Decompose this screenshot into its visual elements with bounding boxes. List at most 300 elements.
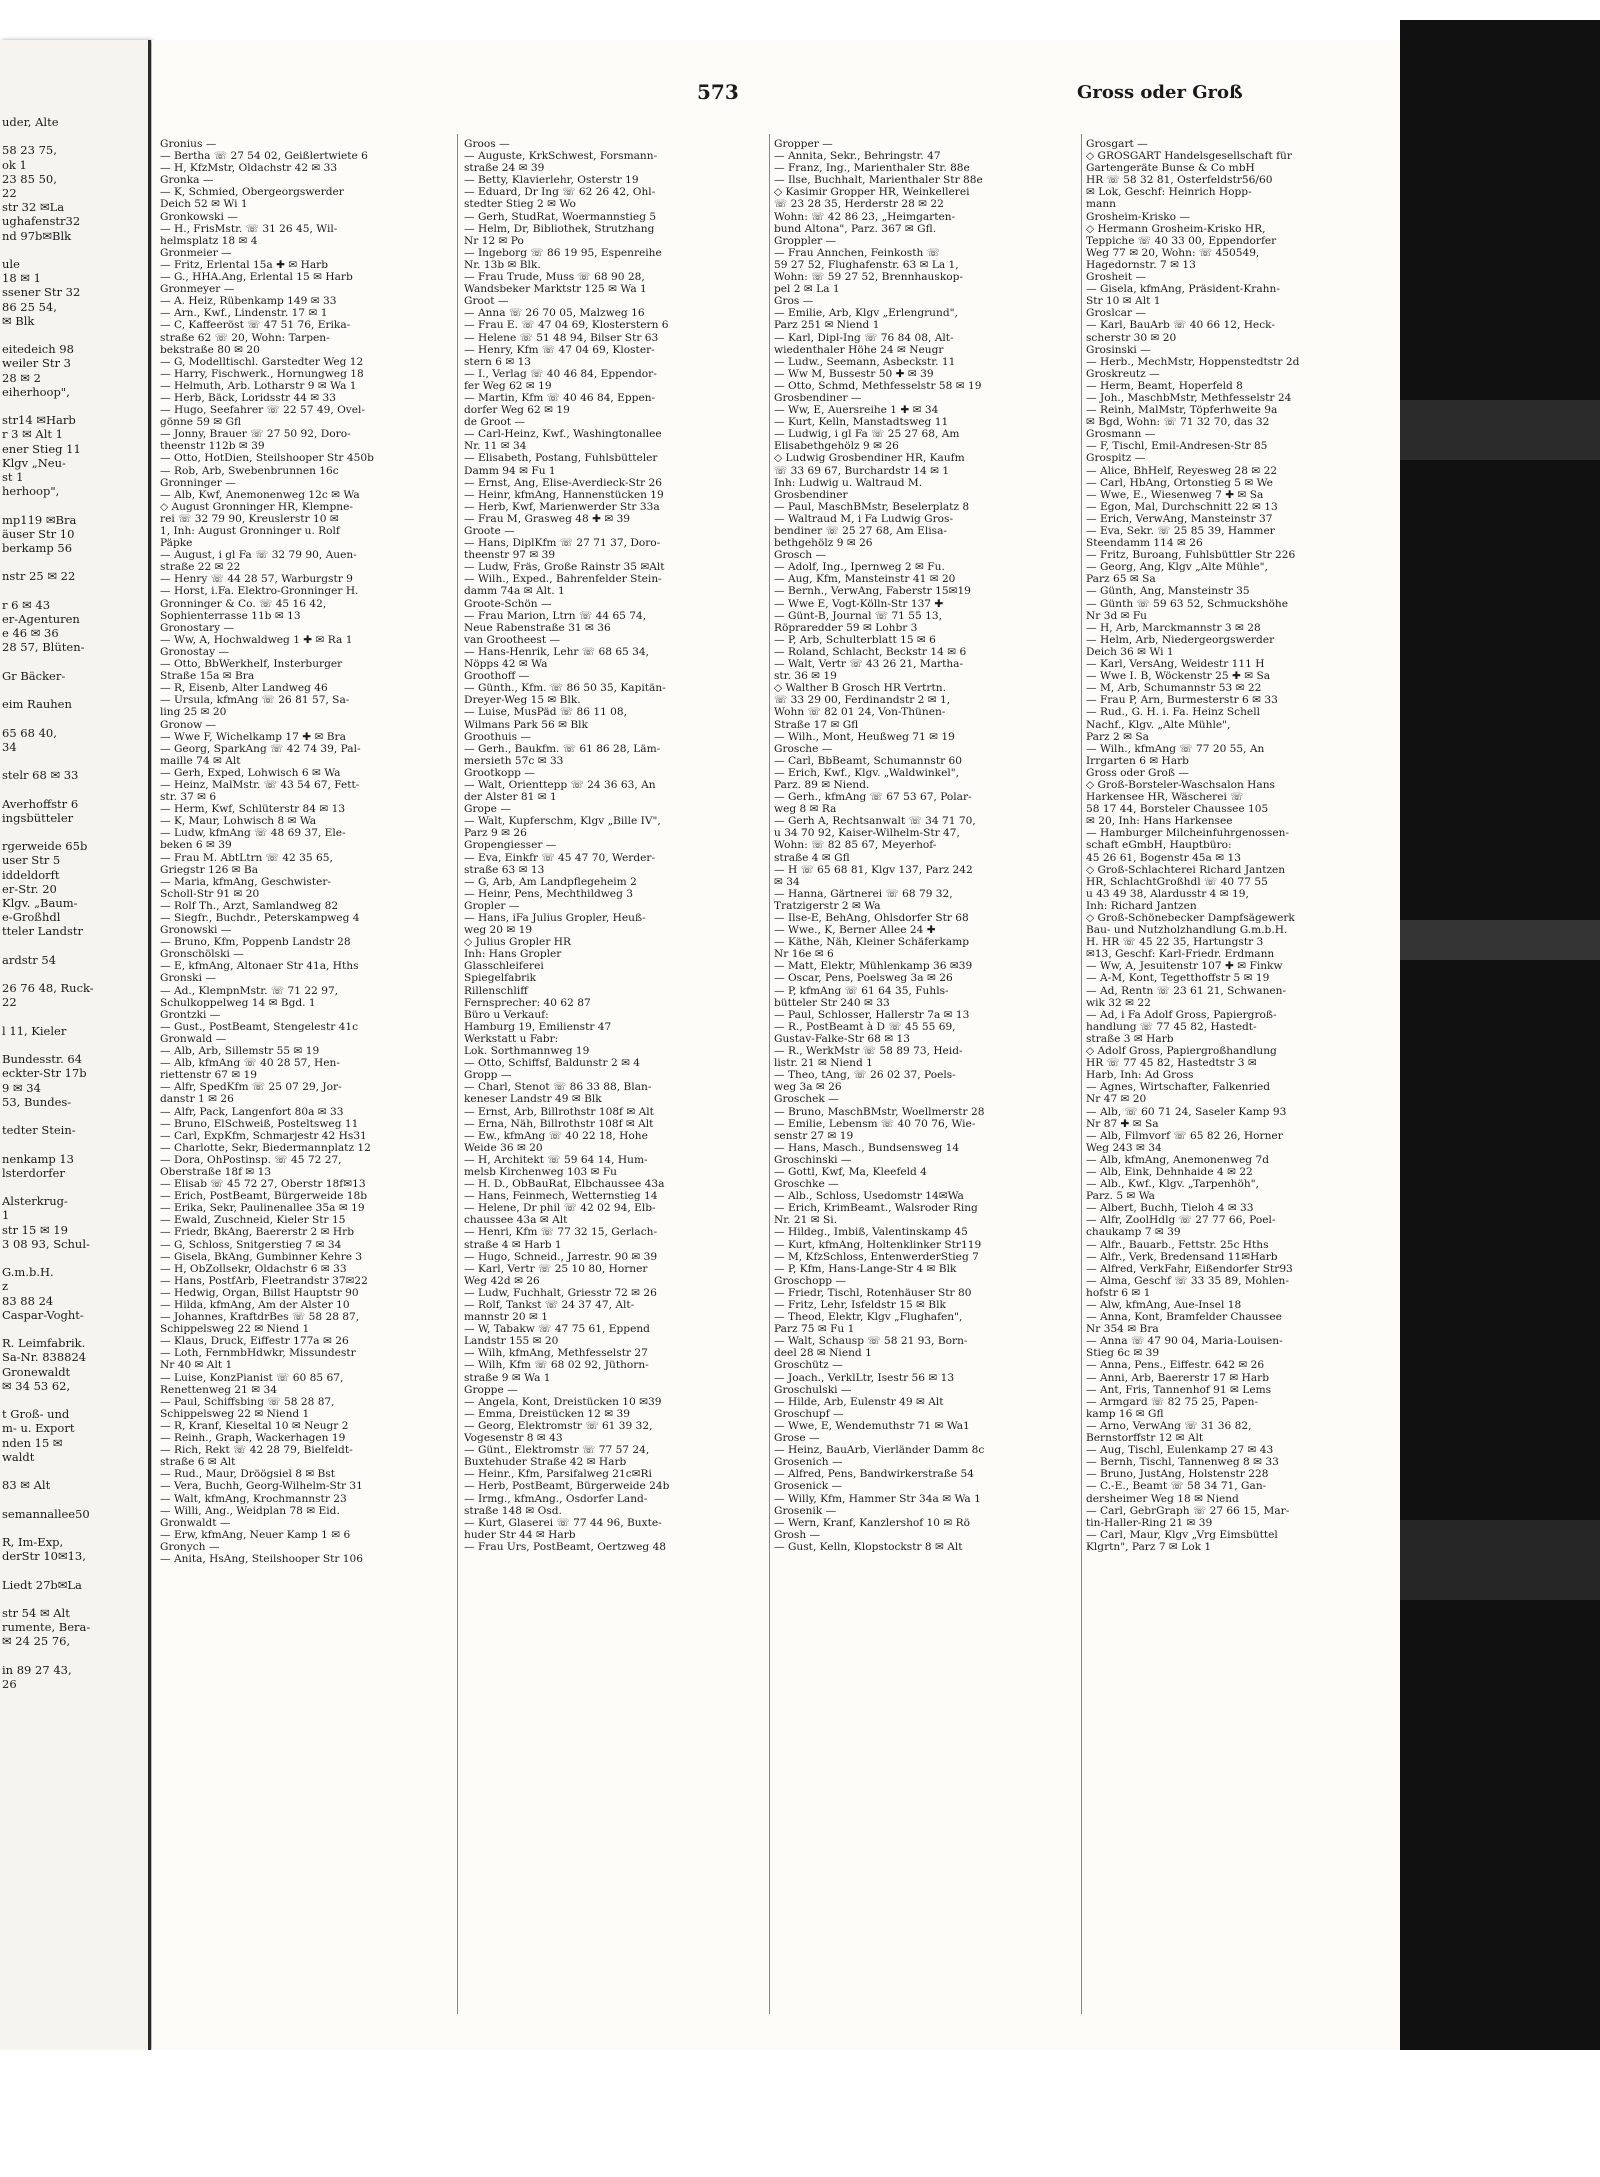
left-page-fragment-line: rgerweide 65b bbox=[2, 839, 88, 854]
directory-line: Fernsprecher: 40 62 87 bbox=[464, 996, 591, 1009]
directory-line: Teppiche ☏ 40 33 00, Eppendorfer bbox=[1086, 234, 1277, 247]
left-page-fragment-line: stelr 68 ✉ 33 bbox=[2, 768, 79, 783]
directory-line: Steendamm 114 ✉ 26 bbox=[1086, 537, 1203, 550]
directory-line: — Ad, Rentn ☏ 23 61 21, Schwanen- bbox=[1086, 984, 1287, 997]
left-page-fragment-line: 65 68 40, bbox=[2, 725, 57, 740]
directory-line: — Horst, i.Fa. Elektro-Gronninger H. bbox=[160, 585, 359, 598]
directory-line: Renettenweg 21 ✉ 34 bbox=[160, 1383, 278, 1396]
directory-line: Gropper — bbox=[774, 138, 833, 150]
directory-line: Wilmans Park 56 ✉ Blk bbox=[464, 718, 588, 731]
directory-line: Groschke — bbox=[774, 1178, 839, 1191]
directory-line: Groot — bbox=[464, 295, 509, 308]
directory-line: — Alb, ☏ 60 71 24, Saseler Kamp 93 bbox=[1086, 1105, 1287, 1118]
directory-line: riettenstr 67 ✉ 19 bbox=[160, 1069, 258, 1082]
directory-line: — Aug, Kfm, Mansteinstr 41 ✉ 20 bbox=[774, 573, 956, 586]
directory-line: chaukamp 7 ✉ 39 bbox=[1086, 1226, 1181, 1239]
directory-line: huder Str 44 ✉ Harb bbox=[464, 1528, 576, 1541]
directory-line: — Aug, Tischl, Eulenkamp 27 ✉ 43 bbox=[1086, 1444, 1274, 1457]
directory-line: — Karl, VersAng, Weidestr 111 H bbox=[1086, 658, 1265, 671]
directory-line: — Hedwig, Organ, Billst Hauptstr 90 bbox=[160, 1286, 359, 1299]
directory-line: Klgrtn", Parz 7 ✉ Lok 1 bbox=[1086, 1540, 1212, 1553]
directory-line: Nr 3d ✉ Fu bbox=[1086, 609, 1148, 622]
directory-line: — Alb., Schloss, Usedomstr 14✉Wa bbox=[774, 1190, 964, 1203]
left-page-fragment-line: waldt bbox=[2, 1449, 35, 1464]
directory-line: — Auguste, KrkSchwest, Forsmann- bbox=[464, 150, 658, 163]
directory-line: straße 63 ✉ 13 bbox=[464, 863, 545, 876]
directory-line: — Alb., Kwf., Klgv. „Tarpenhöh", bbox=[1086, 1178, 1259, 1191]
directory-line: — Hamburger Milcheinfuhrgenossen- bbox=[1086, 827, 1289, 840]
directory-line: — Hugo, Schneid., Jarrestr. 90 ✉ 39 bbox=[464, 1250, 658, 1263]
directory-line: — Paul, MaschBMstr, Beselerplatz 8 bbox=[774, 500, 970, 513]
directory-line: — Joh., MaschbMstr, Methfesselstr 24 bbox=[1086, 391, 1292, 404]
directory-line: beken 6 ✉ 39 bbox=[160, 839, 232, 852]
directory-line: Nr 12 ✉ Po bbox=[464, 234, 524, 247]
directory-line: — A-M, Kont, Tegetthoffstr 5 ✉ 19 bbox=[1086, 972, 1270, 985]
directory-line: Grontzki — bbox=[160, 1008, 221, 1021]
directory-line: Grosenik — bbox=[774, 1504, 837, 1517]
directory-line: — Rolf Th., Arzt, Samlandweg 82 bbox=[160, 899, 339, 912]
directory-line: Groschupf — bbox=[774, 1407, 844, 1420]
directory-line: — Günth, Ang, Mansteinstr 35 bbox=[1086, 585, 1250, 598]
directory-line: Groschek — bbox=[774, 1093, 839, 1106]
directory-line: HR, SchlachtGroßhdl ☏ 40 77 55 bbox=[1086, 875, 1268, 888]
directory-line: Parz 2 ✉ Sa bbox=[1086, 730, 1149, 743]
directory-line: Hamburg 19, Emilienstr 47 bbox=[464, 1020, 612, 1033]
directory-line: ◇ Adolf Gross, Papiergroßhandlung bbox=[1086, 1045, 1277, 1058]
left-page-fragment-line: ✉ 24 25 76, bbox=[2, 1634, 71, 1649]
directory-line: bendiner ☏ 25 27 68, Am Elisa- bbox=[774, 525, 947, 537]
directory-line: Spiegelfabrik bbox=[464, 972, 537, 985]
directory-line: straße 4 ✉ Gfl bbox=[774, 851, 850, 864]
directory-line: — Anna ☏ 26 70 05, Malzweg 16 bbox=[464, 307, 645, 320]
left-page-fragment-line: 86 25 54, bbox=[2, 299, 57, 314]
directory-line: — Bernh, Tischl, Tannenweg 8 ✉ 33 bbox=[1086, 1456, 1279, 1469]
directory-line: Wohn: ☏ 42 86 23, „Heimgarten- bbox=[774, 210, 956, 223]
directory-line: — Ludw, Fuchhalt, Griesstr 72 ✉ 26 bbox=[464, 1286, 657, 1299]
directory-line: — Hans, PostfArb, Fleetrandstr 37✉22 bbox=[160, 1274, 368, 1287]
directory-line: mann bbox=[1086, 198, 1117, 211]
directory-line: u 34 70 92, Kaiser-Wilhelm-Str 47, bbox=[774, 827, 960, 840]
directory-line: — R., WerkMstr ☏ 58 89 73, Heid- bbox=[774, 1045, 963, 1058]
directory-line: — Georg, Ang, Klgv „Alte Mühle", bbox=[1086, 561, 1268, 574]
directory-line: Sophienterrasse 11b ✉ 13 bbox=[160, 609, 301, 622]
directory-line: — Rolf, Tankst ☏ 24 37 47, Alt- bbox=[464, 1299, 635, 1311]
directory-line: — Franz, Ing., Marienthaler Str. 88e bbox=[774, 162, 970, 175]
directory-line: — Ludw., Seemann, Asbeckstr. 11 bbox=[774, 355, 956, 368]
left-page-fragment-line: user Str 5 bbox=[2, 853, 61, 868]
left-page-fragment-line: 9 ✉ 34 bbox=[2, 1080, 41, 1095]
directory-line: — Gerh A, Rechtsanwalt ☏ 34 71 70, bbox=[774, 815, 976, 828]
left-page-fragment-line: nenkamp 13 bbox=[2, 1151, 74, 1166]
directory-line: — Otto, HotDien, Steilshooper Str 450b bbox=[160, 452, 374, 465]
directory-line: — Willy, Kfm, Hammer Str 34a ✉ Wa 1 bbox=[774, 1492, 981, 1505]
directory-line: — Wilh, Kfm ☏ 68 02 92, Jüthorn- bbox=[464, 1359, 649, 1372]
directory-line: — G, Schloss, Snitgerstieg 7 ✉ 34 bbox=[160, 1238, 342, 1251]
directory-line: — Charl, Stenot ☏ 86 33 88, Blan- bbox=[464, 1081, 652, 1094]
left-page-fragment-line: nstr 25 ✉ 22 bbox=[2, 569, 76, 584]
directory-line: Groos — bbox=[464, 138, 510, 150]
directory-line: dorfer Weg 62 ✉ 19 bbox=[464, 404, 570, 417]
directory-line: — Walt, Vertr ☏ 43 26 21, Martha- bbox=[774, 658, 964, 671]
directory-line: — Jonny, Brauer ☏ 27 50 92, Doro- bbox=[160, 428, 351, 441]
directory-line: — Erich, KrimBeamt., Walsroder Ring bbox=[774, 1202, 978, 1215]
directory-line: hofstr 6 ✉ 1 bbox=[1086, 1286, 1151, 1299]
directory-line: der Alster 81 ✉ 1 bbox=[464, 791, 557, 804]
left-page-fragment-line: 34 bbox=[2, 739, 17, 754]
directory-line: HR ☏ 77 45 82, Hastedtstr 3 ✉ bbox=[1086, 1057, 1257, 1070]
directory-line: — Gerh, Exped, Lohwisch 6 ✉ Wa bbox=[160, 766, 341, 779]
directory-line: — Hans, iFa Julius Gropler, Heuß- bbox=[464, 912, 646, 924]
directory-line: — Wwe., K, Berner Allee 24 ✚ bbox=[774, 924, 936, 937]
directory-line: Nr 40 ✉ Alt 1 bbox=[160, 1359, 233, 1372]
left-page-fragment-line: str 32 ✉La bbox=[2, 200, 65, 215]
directory-line: — Walt, Schausp ☏ 58 21 93, Born- bbox=[774, 1335, 968, 1348]
directory-line: wiedenthaler Höhe 24 ✉ Neugr bbox=[774, 343, 944, 356]
directory-line: ◇ Ludwig Grosbendiner HR, Kaufm bbox=[774, 452, 965, 465]
directory-line: Grosh — bbox=[774, 1528, 821, 1541]
left-page-fragment-line: 1 bbox=[2, 1208, 10, 1223]
directory-line: — H., FrisMstr. ☏ 31 26 45, Wil- bbox=[160, 222, 338, 235]
directory-line: — Fritz, Lehr, Isfeldstr 15 ✉ Blk bbox=[774, 1299, 946, 1311]
directory-line: Groppler — bbox=[774, 234, 837, 247]
entry-column-2 bbox=[464, 138, 764, 2018]
directory-line: Hagedornstr. 7 ✉ 13 bbox=[1086, 258, 1196, 271]
directory-line: — Loth, FernmbHdwkr, Missundestr bbox=[160, 1347, 356, 1360]
directory-line: Groslcar — bbox=[1086, 307, 1147, 320]
left-page-fragment-line: äuser Str 10 bbox=[2, 526, 75, 541]
directory-line: Inh: Hans Gropler bbox=[464, 948, 562, 961]
directory-line: 1, Inh: August Gronninger u. Rolf bbox=[160, 525, 340, 537]
entry-column-4 bbox=[1086, 138, 1392, 2018]
directory-line: — Irmg., kfmAng., Osdorfer Land- bbox=[464, 1492, 648, 1505]
left-page-fragment-line: 3 08 93, Schul- bbox=[2, 1236, 90, 1251]
left-page-fragment-line: 22 bbox=[2, 995, 17, 1010]
directory-line: — Wwe F, Wichelkamp 17 ✚ ✉ Bra bbox=[160, 730, 346, 743]
left-page-fragment-line: tteler Landstr bbox=[2, 924, 83, 939]
directory-line: — Gisela, kfmAng, Präsident-Krahn- bbox=[1086, 283, 1280, 296]
directory-line: — Erw, kfmAng, Neuer Kamp 1 ✉ 6 bbox=[160, 1528, 351, 1541]
directory-line: Nr 16e ✉ 6 bbox=[774, 948, 834, 961]
directory-line: Gross oder Groß — bbox=[1086, 766, 1189, 779]
directory-line: — P, Kfm, Hans-Lange-Str 4 ✉ Blk bbox=[774, 1262, 957, 1275]
directory-line: Vogesenstr 8 ✉ 43 bbox=[464, 1432, 563, 1445]
directory-line: weg 20 ✉ 19 bbox=[464, 924, 533, 937]
left-page-fragment-line: t Groß- und bbox=[2, 1407, 70, 1422]
left-page-fragment-line: R. Leimfabrik. bbox=[2, 1336, 86, 1351]
left-page-fragment-line: iddeldorft bbox=[2, 867, 60, 882]
directory-line: de Groot — bbox=[464, 416, 525, 429]
directory-line: — Henri, Kfm ☏ 77 32 15, Gerlach- bbox=[464, 1226, 658, 1239]
directory-line: ◇ Groß-Schlachterei Richard Jantzen bbox=[1086, 863, 1286, 876]
directory-line: — Hans, Feinmech, Wetternstieg 14 bbox=[464, 1190, 658, 1203]
directory-line: — Gerh., Baukfm. ☏ 61 86 28, Läm- bbox=[464, 742, 661, 755]
directory-line: ◇ Groß-Borsteler-Waschsalon Hans bbox=[1086, 778, 1275, 791]
directory-line: Groothuis — bbox=[464, 730, 531, 743]
directory-line: — R, Eisenb, Alter Landweg 46 bbox=[160, 682, 328, 695]
directory-line: Gronych — bbox=[160, 1540, 220, 1553]
directory-line: Gronninger & Co. ☏ 45 16 42, bbox=[160, 597, 327, 610]
directory-line: Wohn: ☏ 82 85 67, Meyerhof- bbox=[774, 839, 937, 852]
left-page-fragment-line: r 3 ✉ Alt 1 bbox=[2, 427, 63, 442]
directory-line: — P, Arb, Schulterblatt 15 ✉ 6 bbox=[774, 633, 936, 646]
directory-line: Weide 36 ✉ 20 bbox=[464, 1141, 543, 1154]
directory-line: — Helm, Arb, Niedergeorgswerder bbox=[1086, 633, 1275, 646]
left-page-fragment-line: ardstr 54 bbox=[2, 952, 57, 967]
directory-line: — Günt-B, Journal ☏ 71 55 13, bbox=[774, 609, 942, 622]
directory-line: mersieth 57c ✉ 33 bbox=[464, 754, 564, 767]
directory-line: van Grootheest — bbox=[464, 633, 561, 646]
directory-line: — Emma, Dreistücken 12 ✉ 39 bbox=[464, 1407, 630, 1420]
directory-line: — Albert, Buchh, Tieloh 4 ✉ 33 bbox=[1086, 1202, 1254, 1215]
directory-line: — Herb., MechMstr, Hoppenstedtstr 2d bbox=[1086, 355, 1300, 368]
directory-line: — Käthe, Näh, Kleiner Schäferkamp bbox=[774, 936, 970, 949]
directory-line: helmsplatz 18 ✉ 4 bbox=[160, 234, 258, 247]
directory-line: — Oscar, Pens, Poelsweg 3a ✉ 26 bbox=[774, 972, 953, 985]
directory-line: 59 27 52, Flughafenstr. 63 ✉ La 1, bbox=[774, 258, 959, 271]
directory-line: — Otto, Schmd, Methfesselstr 58 ✉ 19 bbox=[774, 379, 982, 392]
directory-line: — Alb, Arb, Sillemstr 55 ✉ 19 bbox=[160, 1045, 320, 1058]
directory-line: Parz 65 ✉ Sa bbox=[1086, 573, 1156, 586]
directory-line: schaft eGmbH, Hauptbüro: bbox=[1086, 839, 1232, 852]
directory-line: — H, Architekt ☏ 59 64 14, Hum- bbox=[464, 1153, 648, 1166]
directory-line: — Wwe E, Vogt-Kölln-Str 137 ✚ bbox=[774, 597, 944, 610]
left-page-fragment-line: nden 15 ✉ bbox=[2, 1435, 63, 1450]
left-page-fragment-line: m- u. Export bbox=[2, 1421, 75, 1436]
directory-line: maille 74 ✉ Alt bbox=[160, 754, 241, 767]
directory-line: Gronowski — bbox=[160, 924, 232, 937]
directory-line: Rillenschliff bbox=[464, 984, 528, 997]
directory-line: — Ww, E, Auersreihe 1 ✚ ✉ 34 bbox=[774, 404, 939, 417]
directory-line: Weg 77 ✉ 20, Wohn: ☏ 450549, bbox=[1086, 246, 1260, 259]
directory-line: — Hildeg., Imbiß, Valentinskamp 45 bbox=[774, 1226, 968, 1239]
directory-line: Schippelsweg 22 ✉ Niend 1 bbox=[160, 1323, 310, 1336]
directory-line: — Arno, VerwAng ☏ 31 36 82, bbox=[1086, 1419, 1252, 1432]
directory-line: — Bertha ☏ 27 54 02, Geißlertwiete 6 bbox=[160, 150, 368, 163]
left-page-fragment-line: tedter Stein- bbox=[2, 1123, 76, 1138]
directory-line: — Wilh., Mont, Heußweg 71 ✉ 19 bbox=[774, 730, 955, 743]
directory-line: — Otto, BbWerkhelf, Insterburger bbox=[160, 658, 343, 671]
left-page-fragment-line: berkamp 56 bbox=[2, 541, 73, 555]
directory-line: — Georg, Elektromstr ☏ 61 39 32, bbox=[464, 1419, 653, 1432]
directory-line: Nr 87 ✚ ✉ Sa bbox=[1086, 1117, 1159, 1130]
directory-line: theenstr 112b ✉ 39 bbox=[160, 440, 265, 453]
directory-line: — Bruno, Kfm, Poppenb Landstr 28 bbox=[160, 936, 351, 949]
directory-line: — Ilse-E, BehAng, Ohlsdorfer Str 68 bbox=[774, 912, 969, 924]
directory-line: — Günt., Elektromstr ☏ 77 57 24, bbox=[464, 1444, 650, 1457]
directory-line: — Alb, kfmAng ☏ 40 28 57, Hen- bbox=[160, 1057, 340, 1070]
directory-line: — Anna, Kont, Bramfelder Chaussee bbox=[1086, 1311, 1282, 1324]
directory-line: straße 3 ✉ Harb bbox=[1086, 1032, 1174, 1045]
directory-line: — Alice, BhHelf, Reyesweg 28 ✉ 22 bbox=[1086, 464, 1278, 477]
directory-line: Damm 94 ✉ Fu 1 bbox=[464, 464, 556, 477]
directory-line: — H ☏ 65 68 81, Klgv 137, Parz 242 bbox=[774, 863, 973, 876]
directory-line: Grose — bbox=[774, 1432, 820, 1445]
directory-line: — Kurt, Glaserei ☏ 77 44 96, Buxte- bbox=[464, 1516, 662, 1529]
directory-line: — Erika, Sekr, Paulinenallee 35a ✉ 19 bbox=[160, 1202, 365, 1215]
left-page-fragment-line: 26 bbox=[2, 1677, 17, 1691]
directory-line: — Erna, Näh, Billrothstr 108f ✉ Alt bbox=[464, 1117, 654, 1130]
directory-line: — Hans-Henrik, Lehr ☏ 68 65 34, bbox=[464, 645, 650, 658]
directory-line: — Johannes, KraftdrBes ☏ 58 28 87, bbox=[160, 1311, 360, 1324]
directory-line: theenstr 97 ✉ 39 bbox=[464, 549, 556, 562]
directory-line: — Frau E. ☏ 47 04 69, Klosterstern 6 bbox=[464, 319, 669, 332]
directory-line: ☏ 33 69 67, Burchardstr 14 ✉ 1 bbox=[774, 464, 950, 477]
directory-line: handlung ☏ 77 45 82, Hastedt- bbox=[1086, 1020, 1257, 1033]
directory-line: Parz. 89 ✉ Niend. bbox=[774, 778, 870, 791]
directory-line: — Hugo, Seefahrer ☏ 22 57 49, Ovel- bbox=[160, 404, 365, 417]
directory-line: Schippelsweg 22 ✉ Niend 1 bbox=[160, 1407, 310, 1420]
directory-line: — Walt, Kupferschm, Klgv „Bille IV", bbox=[464, 815, 661, 828]
directory-line: — G, Modelltischl. Garstedter Weg 12 bbox=[160, 355, 364, 368]
left-page-fragment-line: z bbox=[2, 1279, 9, 1294]
directory-line: — H, ObZollsekr, Oldachstr 6 ✉ 33 bbox=[160, 1262, 347, 1275]
column-rule bbox=[1081, 134, 1082, 2014]
directory-line: — Frau Urs, PostBeamt, Oertzweg 48 bbox=[464, 1540, 667, 1553]
directory-line: — Wilh., kfmAng ☏ 77 20 55, An bbox=[1086, 742, 1265, 755]
directory-line: gönne 59 ✉ Gfl bbox=[160, 416, 242, 429]
directory-line: — Matt, Elektr, Mühlenkamp 36 ✉39 bbox=[774, 960, 973, 973]
directory-line: — A. Heiz, Rübenkamp 149 ✉ 33 bbox=[160, 295, 337, 308]
directory-line: — Maria, kfmAng, Geschwister- bbox=[160, 875, 331, 888]
directory-line: damm 74a ✉ Alt. 1 bbox=[464, 585, 565, 598]
directory-line: — Alb, Eink, Dehnhaide 4 ✉ 22 bbox=[1086, 1165, 1253, 1178]
directory-line: ling 25 ✉ 20 bbox=[160, 706, 227, 719]
directory-line: — W, Tabakw ☏ 47 75 61, Eppend bbox=[464, 1323, 650, 1336]
left-page-fragment-line: str 15 ✉ 19 bbox=[2, 1222, 68, 1237]
directory-line: — H. D., ObBauRat, Elbchaussee 43a bbox=[464, 1178, 665, 1191]
directory-line: Nr. 13b ✉ Blk. bbox=[464, 258, 541, 271]
directory-line: — Wwe, E, Wendemuthstr 71 ✉ Wa1 bbox=[774, 1419, 970, 1432]
directory-line: straße 24 ✉ 39 bbox=[464, 162, 545, 175]
directory-line: Gropler — bbox=[464, 899, 520, 912]
directory-line: — Hanna, Gärtnerei ☏ 68 79 32, bbox=[774, 887, 953, 900]
directory-line: — Fritz, Buroang, Fuhlsbüttler Str 226 bbox=[1086, 549, 1296, 562]
left-page-fragment-line: mp119 ✉Bra bbox=[2, 512, 77, 527]
directory-line: Werkstatt u Fabr: bbox=[464, 1032, 559, 1045]
directory-line: Lok. Sorthmannweg 19 bbox=[464, 1045, 590, 1058]
directory-line: — Harry, Fischwerk., Hornungweg 18 bbox=[160, 367, 364, 380]
directory-line: Elisabethgehölz 9 ✉ 26 bbox=[774, 440, 899, 453]
directory-line: bethgehölz 9 ✉ 26 bbox=[774, 537, 873, 550]
directory-line: — Helm, Dr, Bibliothek, Strutzhang bbox=[464, 222, 655, 235]
directory-line: — Ww, A, Hochwaldweg 1 ✚ ✉ Ra 1 bbox=[160, 633, 353, 646]
directory-line: — H, KfzMstr, Oldachstr 42 ✉ 33 bbox=[160, 162, 338, 175]
directory-line: straße 9 ✉ Wa 1 bbox=[464, 1371, 551, 1384]
directory-line: stern 6 ✉ 13 bbox=[464, 355, 532, 368]
left-page-fragment-line: ssener Str 32 bbox=[2, 285, 81, 300]
directory-line: — Ww, A, Jesuitenstr 107 ✚ ✉ Finkw bbox=[1086, 960, 1283, 973]
directory-line: Grosch — bbox=[774, 549, 827, 562]
column-rule bbox=[769, 134, 770, 2014]
directory-line: — Erich, Kwf., Klgv. „Waldwinkel", bbox=[774, 766, 959, 779]
directory-line: Gronka — bbox=[160, 174, 214, 187]
directory-line: Deich 36 ✉ Wi 1 bbox=[1086, 645, 1174, 658]
left-page-fragment-line: eckter-Str 17b bbox=[2, 1066, 87, 1081]
directory-line: — Anita, HsAng, Steilshooper Str 106 bbox=[160, 1552, 364, 1565]
left-page-fragment-line: 53, Bundes- bbox=[2, 1094, 72, 1109]
directory-line: straße 148 ✉ Osd. bbox=[464, 1504, 562, 1517]
left-page-fragment-line: e-Großhdl bbox=[2, 910, 61, 925]
directory-line: — Erich, PostBeamt, Bürgerweide 18b bbox=[160, 1190, 368, 1203]
directory-line: — Gottl, Kwf, Ma, Kleefeld 4 bbox=[774, 1165, 927, 1178]
directory-line: — Heinz, BauArb, Vierländer Damm 8c bbox=[774, 1444, 985, 1457]
directory-line: — Herb, Kwf, Marienwerder Str 33a bbox=[464, 500, 660, 513]
directory-line: — Fritz, Erlental 15a ✚ ✉ Harb bbox=[160, 258, 328, 271]
directory-line: — Alfr, ZoolHdlg ☏ 27 77 66, Poel- bbox=[1086, 1214, 1276, 1227]
directory-line: — Egon, Mal, Durchschnitt 22 ✉ 13 bbox=[1086, 500, 1278, 513]
directory-line: kamp 16 ✉ Gfl bbox=[1086, 1407, 1164, 1420]
left-page-fragment-line: ughafenstr32 bbox=[2, 214, 81, 229]
directory-line: — Bruno, JustAng, Holstenstr 228 bbox=[1086, 1468, 1269, 1481]
directory-line: Groothoff — bbox=[464, 670, 530, 683]
directory-line: Päpke bbox=[160, 537, 193, 550]
left-page-fragment-line: weiler Str 3 bbox=[2, 356, 71, 371]
directory-line: — Karl, Dipl-Ing ☏ 76 84 08, Alt- bbox=[774, 331, 954, 344]
directory-line: — Ilse, Buchhalt, Marienthaler Str 88e bbox=[774, 174, 983, 187]
directory-line: — C.-E., Beamt ☏ 58 34 71, Gan- bbox=[1086, 1480, 1267, 1493]
left-page-fragment-line: l 11, Kieler bbox=[2, 1023, 67, 1038]
directory-line: fer Weg 62 ✉ 19 bbox=[464, 379, 552, 392]
directory-line: — Helene ☏ 51 48 94, Bilser Str 63 bbox=[464, 331, 659, 344]
running-head: Gross oder Groß bbox=[1077, 82, 1243, 103]
directory-line: Grosenich — bbox=[774, 1456, 843, 1469]
directory-line: Groote-Schön — bbox=[464, 597, 552, 610]
directory-line: Wandsbeker Marktstr 125 ✉ Wa 1 bbox=[464, 283, 647, 296]
directory-line: bekstraße 80 ✉ 20 bbox=[160, 343, 260, 356]
directory-line: — Walt, kfmAng, Krochmannstr 23 bbox=[160, 1492, 347, 1505]
directory-line: — Günth., Kfm. ☏ 86 50 35, Kapitän- bbox=[464, 682, 666, 695]
directory-line: — Ludwig, i gl Fa ☏ 25 27 68, Am bbox=[774, 428, 960, 441]
directory-line: — Alma, Geschf ☏ 33 35 89, Mohlen- bbox=[1086, 1274, 1289, 1287]
directory-line: 58 17 44, Borsteler Chaussee 105 bbox=[1086, 803, 1269, 816]
directory-line: Gropp — bbox=[464, 1069, 512, 1082]
directory-line: HR ☏ 58 32 81, Osterfeldstr56/60 bbox=[1086, 174, 1273, 187]
directory-line: — Theo, tAng, ☏ 26 02 37, Poels- bbox=[774, 1069, 956, 1082]
left-page-fragment-line: Averhoffstr 6 bbox=[2, 796, 79, 811]
directory-line: — Luise, MusPäd ☏ 86 11 08, bbox=[464, 706, 628, 719]
directory-line: — Carl-Heinz, Kwf., Washingtonallee bbox=[464, 428, 662, 441]
left-page-fragment-line: Sa-Nr. 838824 bbox=[2, 1350, 87, 1365]
directory-line: — Alfr, Pack, Langenfort 80a ✉ 33 bbox=[160, 1105, 344, 1118]
left-page-fragment-line: ✉ 34 53 62, bbox=[2, 1378, 71, 1393]
directory-line: Gronwald — bbox=[160, 1032, 227, 1045]
scan-streak bbox=[1400, 400, 1600, 460]
directory-line: straße 4 ✉ Harb 1 bbox=[464, 1238, 562, 1251]
directory-line: — Frau P, Arn, Burmesterstr 6 ✉ 33 bbox=[1086, 694, 1278, 707]
directory-line: Gronski — bbox=[160, 972, 216, 985]
directory-line: — Carl, GebrGraph ☏ 27 66 15, Mar- bbox=[1086, 1504, 1290, 1517]
directory-line: — Frau M, Grasweg 48 ✚ ✉ 39 bbox=[464, 512, 631, 525]
directory-line: — Arn., Kwf., Lindenstr. 17 ✉ 1 bbox=[160, 307, 328, 320]
dark-scan-edge bbox=[1400, 20, 1600, 2100]
directory-line: Groschütz — bbox=[774, 1359, 843, 1372]
directory-line: — Herb, Bäck, Loridsstr 44 ✉ 33 bbox=[160, 391, 337, 404]
directory-line: — Anna, Pens., Eiffestr. 642 ✉ 26 bbox=[1086, 1359, 1265, 1372]
directory-line: — Otto, Schiffsf, Baldunstr 2 ✉ 4 bbox=[464, 1057, 641, 1070]
directory-line: — Bernh., VerwAng, Faberstr 15✉19 bbox=[774, 585, 971, 598]
left-page-fragment-line: Klgv. „Baum- bbox=[2, 896, 78, 910]
directory-line: Tratzigerstr 2 ✉ Wa bbox=[774, 899, 881, 912]
directory-line: Scholl-Str 91 ✉ 20 bbox=[160, 887, 260, 900]
left-page-fragment-line: 28 ✉ 2 bbox=[2, 370, 41, 385]
directory-line: — Gerh, StudRat, Woermannstieg 5 bbox=[464, 210, 657, 223]
directory-line: — Ad., KlempnMstr. ☏ 71 22 97, bbox=[160, 984, 339, 997]
directory-line: Straße 17 ✉ Gfl bbox=[774, 718, 859, 731]
directory-line: — Carl, ExpKfm, Schmarjestr 42 Hs31 bbox=[160, 1129, 367, 1142]
left-page-fragment bbox=[0, 40, 151, 2050]
directory-line: ◇ GROSGART Handelsgesellschaft für bbox=[1086, 150, 1292, 163]
directory-line: — Emilie, Lebensm ☏ 40 70 76, Wie- bbox=[774, 1117, 976, 1130]
